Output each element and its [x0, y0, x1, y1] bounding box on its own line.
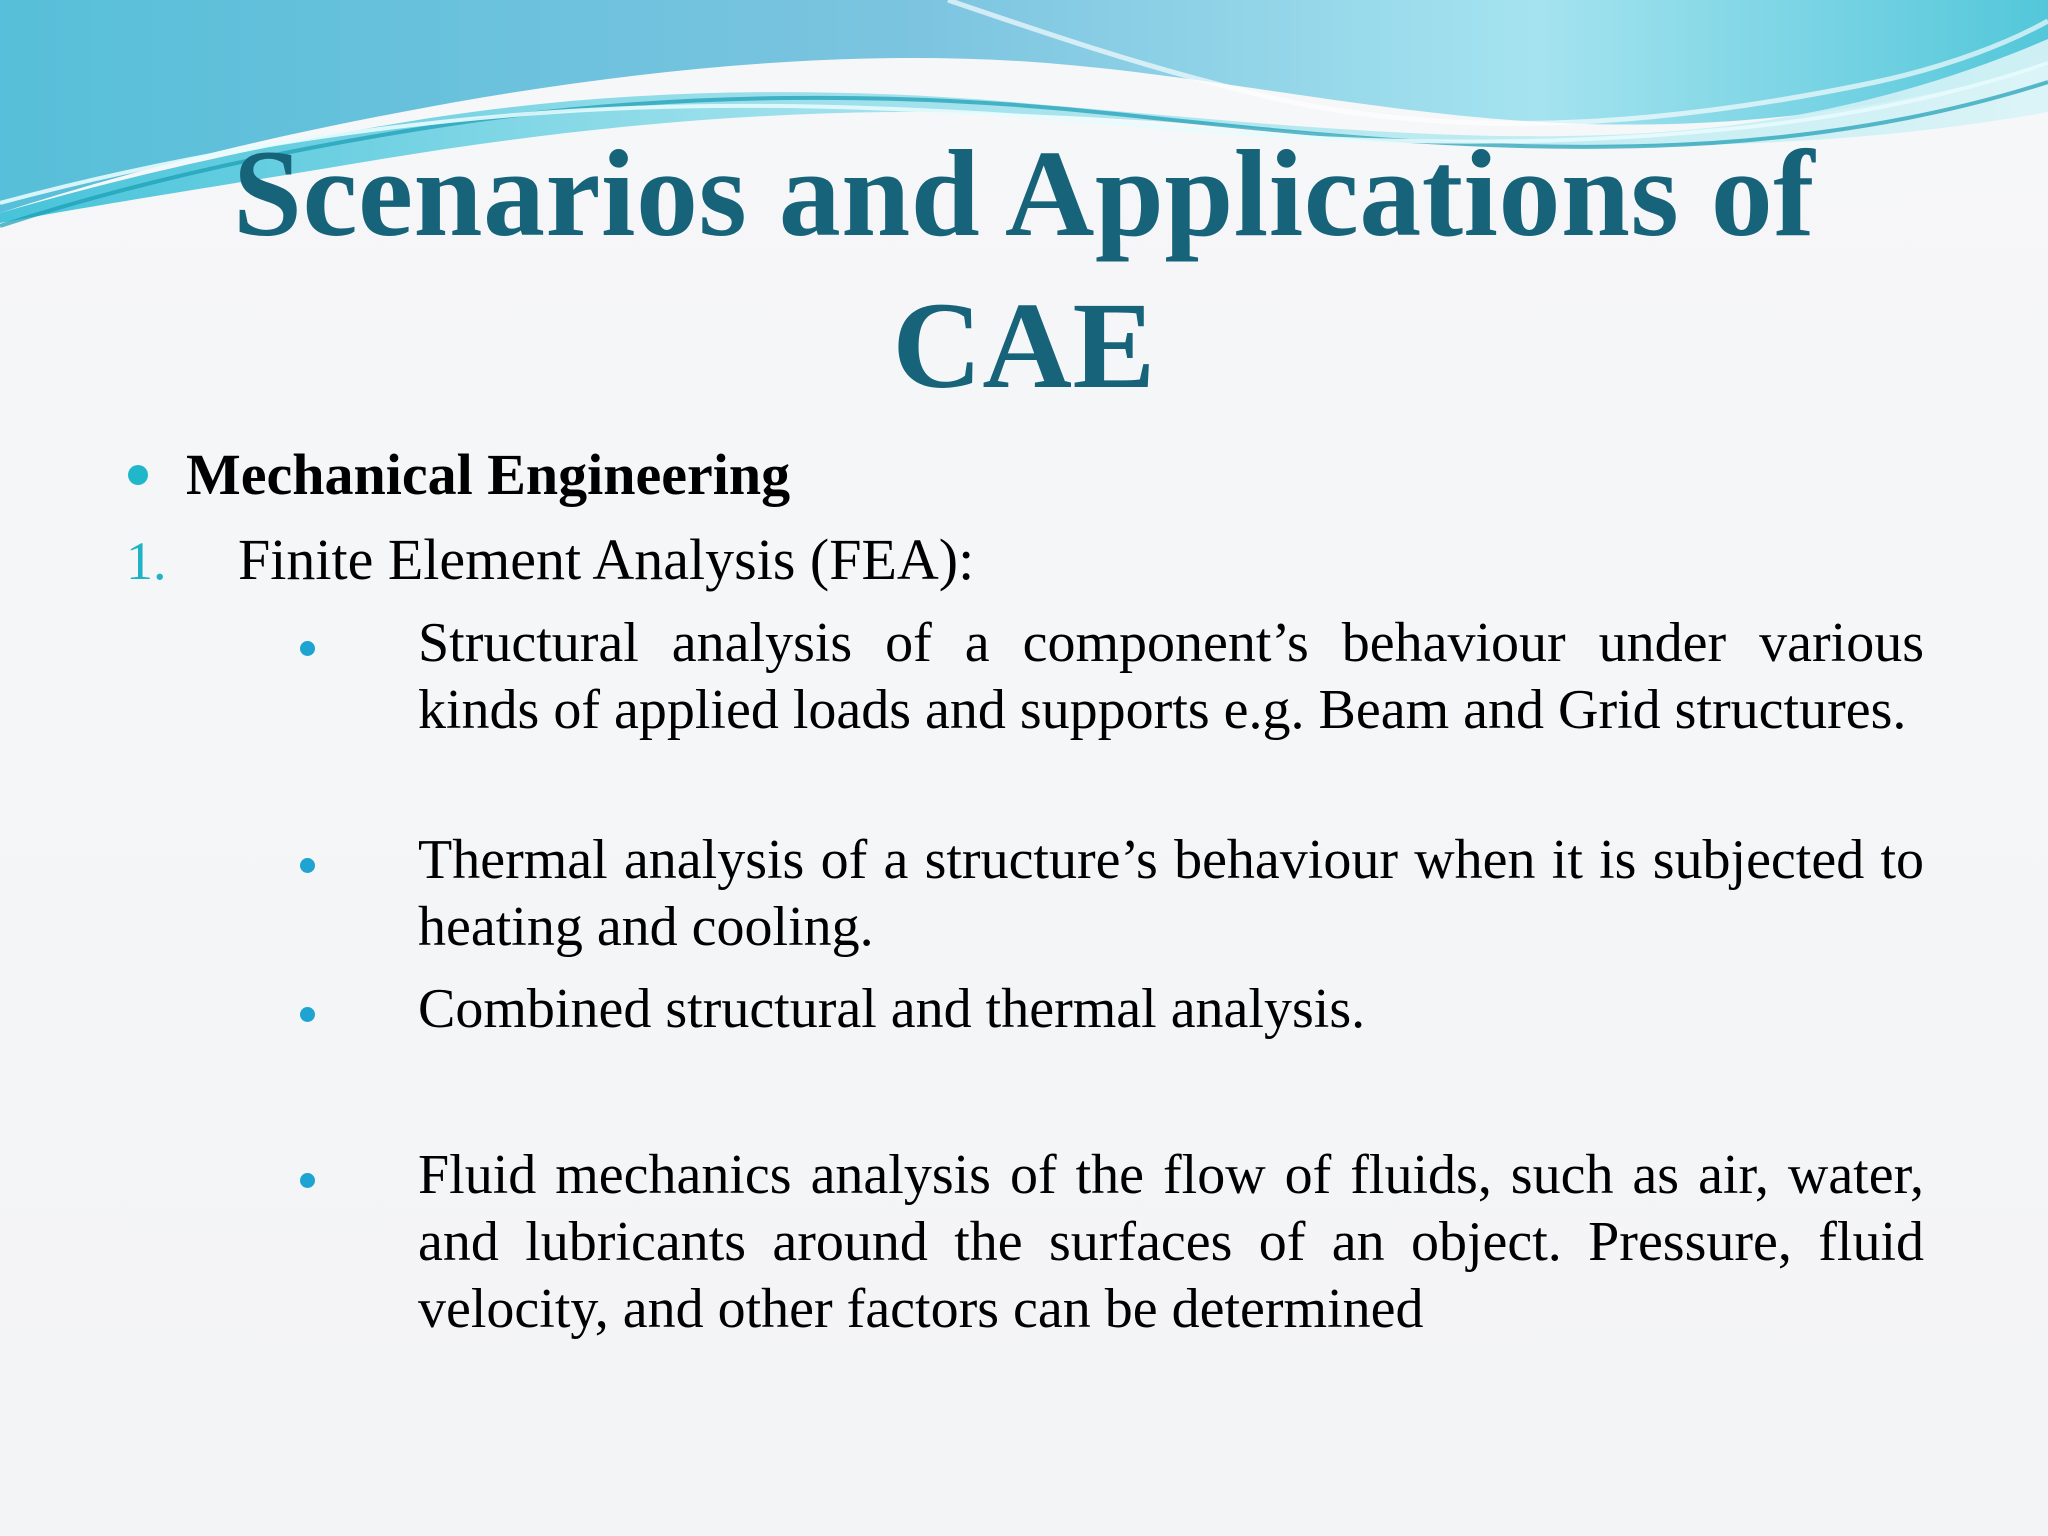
numbered-list-item: [126, 525, 974, 596]
bullet-dot-icon: [300, 1007, 315, 1022]
section-heading-mechanical-engineering: [128, 440, 790, 510]
bullet-text: Fluid mechanics analysis of the flow of fluids, such as air, water, and lubricants around the surfaces of an object. Pressure, fluid velocity, and other factors can be determined: [418, 1144, 1924, 1340]
bullet-dot-icon: [300, 641, 315, 656]
bullet-item-combined-analysis: [300, 976, 1924, 1043]
bullet-text: Structural analysis of a component’s behaviour under various kinds of applied loads and supports e.g. Beam and Grid structures.: [418, 612, 1924, 741]
bullet-item-fluid-mechanics: [300, 1142, 1924, 1343]
list-number: 1.: [126, 531, 167, 591]
page-title: Scenarios and Applications of CAE: [233, 125, 1815, 414]
bullet-dot-icon: [300, 858, 315, 873]
bullet-dot-icon: [300, 1173, 315, 1188]
numbered-item-text: Finite Element Analysis (FEA):: [238, 527, 975, 592]
bullet-text: Combined structural and thermal analysis.: [418, 978, 1366, 1040]
section-heading-text: Mechanical Engineering: [186, 442, 791, 507]
bullet-item-structural-analysis: [300, 610, 1924, 744]
bullet-dot-icon: [128, 465, 148, 485]
bullet-item-thermal-analysis: [300, 827, 1924, 961]
bullet-text: Thermal analysis of a structure’s behaviour when it is subjected to heating and cooling.: [418, 829, 1924, 958]
